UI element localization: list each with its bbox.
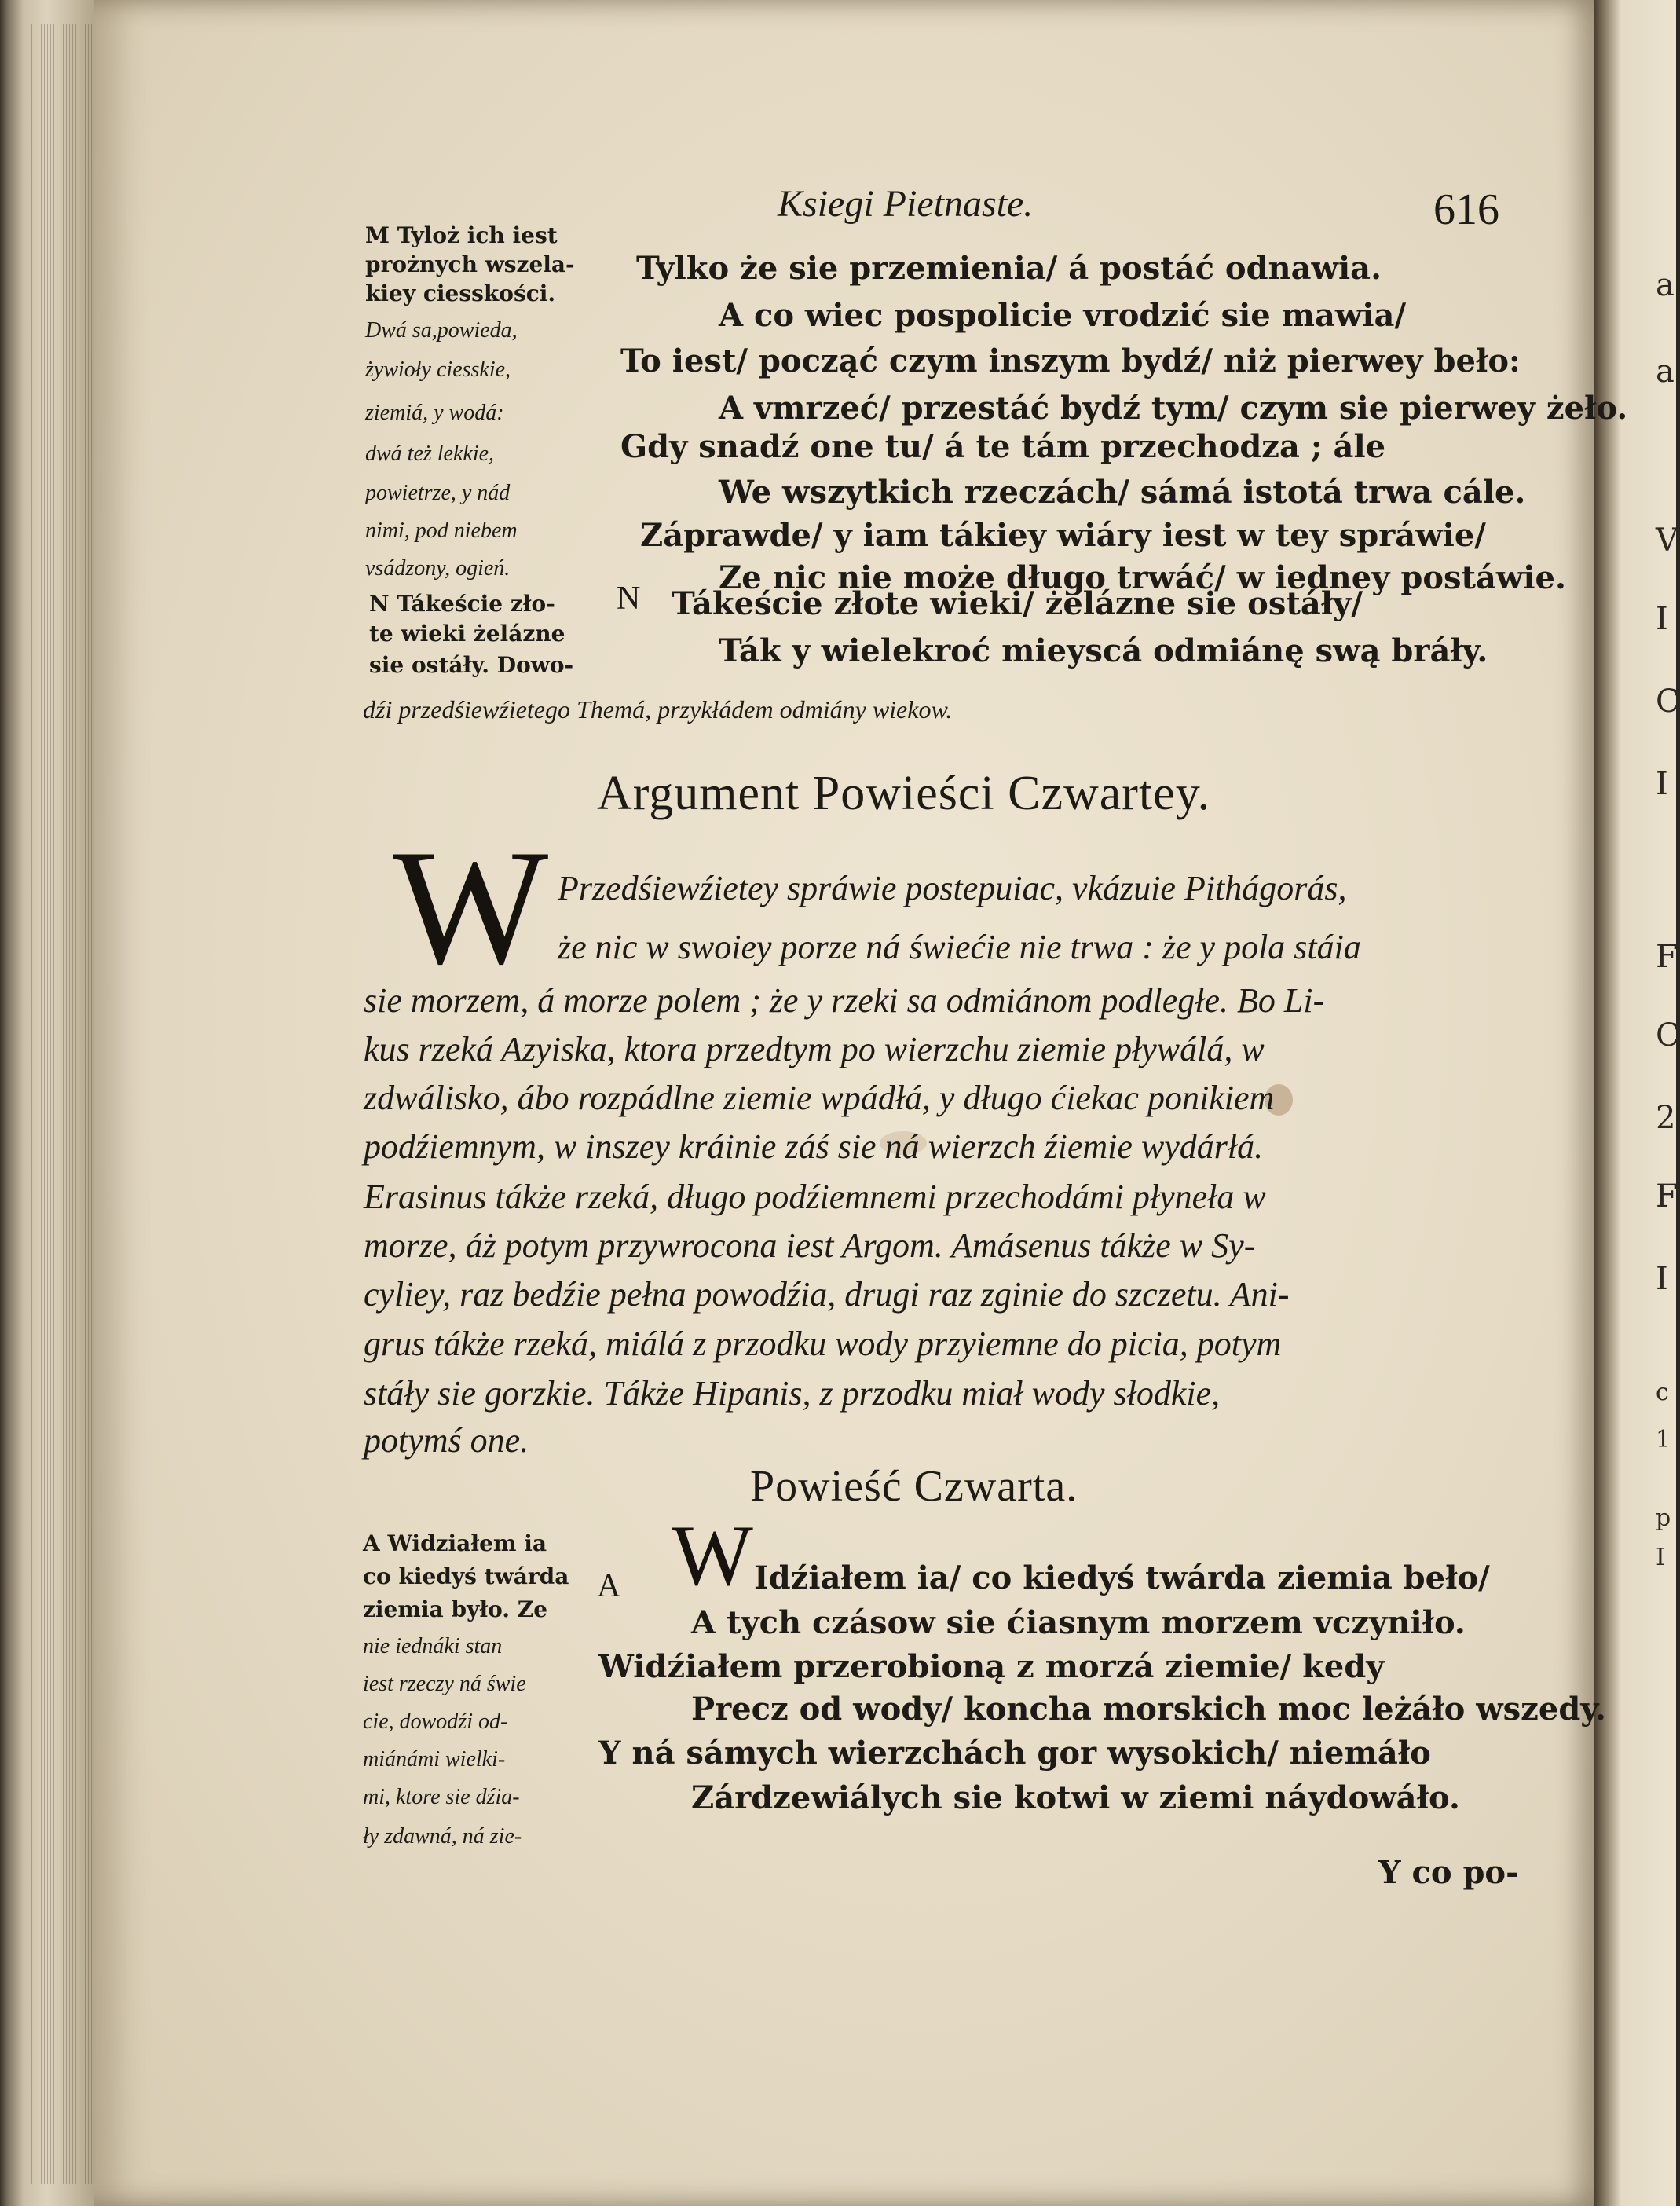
next-page-fragment: p bbox=[1656, 1504, 1671, 1532]
argument-line: cyliey, raz bedźie pełna powodźia, drugi raz zginie do szczetu. Ani- bbox=[364, 1275, 1290, 1314]
verse-line: Y ná sámych wierzchách gor wysokich/ niemáło bbox=[598, 1735, 1431, 1772]
margin-note-line: nimi, pod niebem bbox=[365, 519, 518, 543]
argument-line: Przedśiewźietey spráwie postepuiac, vkázuie Pithágorás, bbox=[558, 869, 1347, 907]
margin-note-line: cie, dowodźi od- bbox=[363, 1709, 508, 1734]
margin-note-line: N Tákeście zło- bbox=[369, 591, 555, 617]
verse-marker: A bbox=[597, 1568, 621, 1604]
argument-line: sie morzem, á morze polem ; że y rzeki sa odmiánom podległe. Bo Li- bbox=[364, 981, 1325, 1020]
margin-note-line: sie ostáły. Dowo- bbox=[369, 652, 574, 678]
next-page-fragment: I bbox=[1656, 1261, 1668, 1297]
next-page-fragment: C bbox=[1656, 683, 1680, 720]
margin-note-line: ły zdawná, ná zie- bbox=[363, 1824, 522, 1849]
argument-line: zdwálisko, ábo rozpádlne ziemie wpádłá, y długo ćiekac ponikiem bbox=[364, 1079, 1275, 1117]
catchword: Y co po- bbox=[1378, 1854, 1519, 1891]
margin-note-line: M Tyloż ich iest bbox=[365, 222, 558, 248]
argument-line: że nic w swoiey porze ná świećie nie trwa : że y pola stáia bbox=[558, 928, 1361, 966]
verse-line: Widźiałem przerobioną z morzá ziemie/ kedy bbox=[598, 1648, 1385, 1685]
verse-line: We wszytkich rzeczách/ sámá istotá trwa cále. bbox=[719, 474, 1526, 511]
margin-note-line: A Widziałem ia bbox=[363, 1530, 547, 1556]
argument-line: morze, áż potym przywrocona iest Argom. Amásenus tákże w Sy- bbox=[364, 1226, 1256, 1265]
verse-line: Zárdzewiálych sie kotwi w ziemi náydowáło. bbox=[691, 1779, 1460, 1816]
argument-line: Erasinus tákże rzeká, długo podźiemnemi przechodámi płyneła w bbox=[364, 1178, 1266, 1216]
margin-note-line: co kiedyś twárda bbox=[363, 1563, 569, 1589]
verse-line: Tákeście złote wieki/ żelázne sie ostáły/ bbox=[672, 585, 1363, 622]
page-edge-lines bbox=[31, 24, 102, 2184]
verse-line: Ták y wielekroć mieyscá odmiánę swą bráły. bbox=[719, 632, 1488, 669]
next-page-fragment: a bbox=[1656, 267, 1675, 303]
verse-line: A vmrzeć/ przestáć bydź tym/ czym sie pierwey żeło. bbox=[719, 390, 1628, 427]
verse-line: A co wiec pospolicie vrodzić sie mawia/ bbox=[719, 297, 1407, 334]
margin-note-line: kiey ciesskości. bbox=[365, 280, 556, 306]
argument-line: kus rzeká Azyiska, ktora przedtym po wierzchu ziemie pływálá, w bbox=[364, 1030, 1265, 1068]
next-page-fragment: a bbox=[1656, 354, 1675, 390]
margin-note-line: ziemiá, y wodá: bbox=[365, 401, 504, 425]
margin-note-line: prożnych wszela- bbox=[365, 251, 575, 277]
argument-line: stáły sie gorzkie. Tákże Hipanis, z przodku miał wody słodkie, bbox=[364, 1374, 1221, 1413]
page-number: 616 bbox=[1433, 185, 1499, 234]
next-page-fragment: F bbox=[1656, 1178, 1678, 1215]
drop-cap: W bbox=[672, 1508, 753, 1603]
argument-line: podźiemnym, w inszey kráinie záś sie ná wierzch źiemie wydárłá. bbox=[364, 1127, 1264, 1166]
verse-line: To iest/ począć czym inszym bydź/ niż pierwey beło: bbox=[620, 343, 1521, 379]
next-page-fragment: I bbox=[1656, 766, 1668, 802]
margin-note-line: Dwá sa,powieda, bbox=[365, 318, 518, 343]
margin-note-line: ziemia było. Ze bbox=[363, 1596, 548, 1622]
tale-heading: Powieść Czwarta. bbox=[750, 1462, 1078, 1511]
verse-line: Gdy snadź one tu/ á te tám przechodza ; ále bbox=[620, 428, 1386, 465]
verse-line: A tych czásow sie ćiasnym morzem vczyniło. bbox=[691, 1604, 1466, 1641]
next-page-fragment: c bbox=[1656, 1379, 1669, 1406]
next-page-fragment: I bbox=[1656, 1544, 1665, 1571]
margin-note-line: mi, ktore sie dźia- bbox=[363, 1785, 520, 1809]
verse-line: Ze nic nie może długo trwáć/ w iedney postáwie. bbox=[719, 559, 1566, 596]
next-page-fragment: 2 bbox=[1656, 1100, 1676, 1136]
margin-note-line: te wieki żelázne bbox=[369, 621, 565, 647]
margin-note-line: vsádzony, ogień. bbox=[365, 556, 511, 581]
margin-note-line: dwá też lekkie, bbox=[365, 442, 495, 466]
running-head: Ksiegi Pietnaste. bbox=[778, 183, 1034, 225]
argument-line: grus tákże rzeká, miálá z przodku wody przyiemne do picia, potym bbox=[364, 1325, 1282, 1363]
next-page-fragment: F bbox=[1656, 939, 1678, 975]
argument-heading: Argument Powieści Czwartey. bbox=[597, 767, 1211, 820]
continuation-line: dźi przedśiewźietego Themá, przykłádem odmiány wiekow. bbox=[363, 695, 953, 724]
margin-note-line: iest rzeczy ná świe bbox=[363, 1672, 526, 1696]
verse-marker: N bbox=[617, 581, 641, 617]
margin-note-line: żywioły ciesskie, bbox=[365, 357, 511, 382]
next-page-fragment: I bbox=[1656, 601, 1668, 637]
margin-note-line: miánámi wielki- bbox=[363, 1747, 506, 1772]
next-page-fragment: V bbox=[1656, 522, 1678, 559]
argument-line: potymś one. bbox=[364, 1421, 529, 1460]
verse-line: Záprawde/ y iam tákiey wiáry iest w tey spráwie/ bbox=[640, 517, 1486, 554]
verse-line: Tylko że sie przemienia/ á postáć odnawia. bbox=[636, 250, 1382, 287]
next-page-fragment: 1 bbox=[1656, 1426, 1671, 1453]
margin-note-line: nie iednáki stan bbox=[363, 1634, 503, 1658]
verse-line: Idźiałem ia/ co kiedyś twárda ziemia beło/ bbox=[754, 1559, 1490, 1596]
verse-line: Precz od wody/ koncha morskich moc leżáło wszedy. bbox=[691, 1691, 1606, 1728]
drop-cap: W bbox=[393, 816, 549, 999]
next-page-fragment: C bbox=[1656, 1017, 1680, 1054]
margin-note-line: powietrze, y nád bbox=[365, 481, 511, 505]
